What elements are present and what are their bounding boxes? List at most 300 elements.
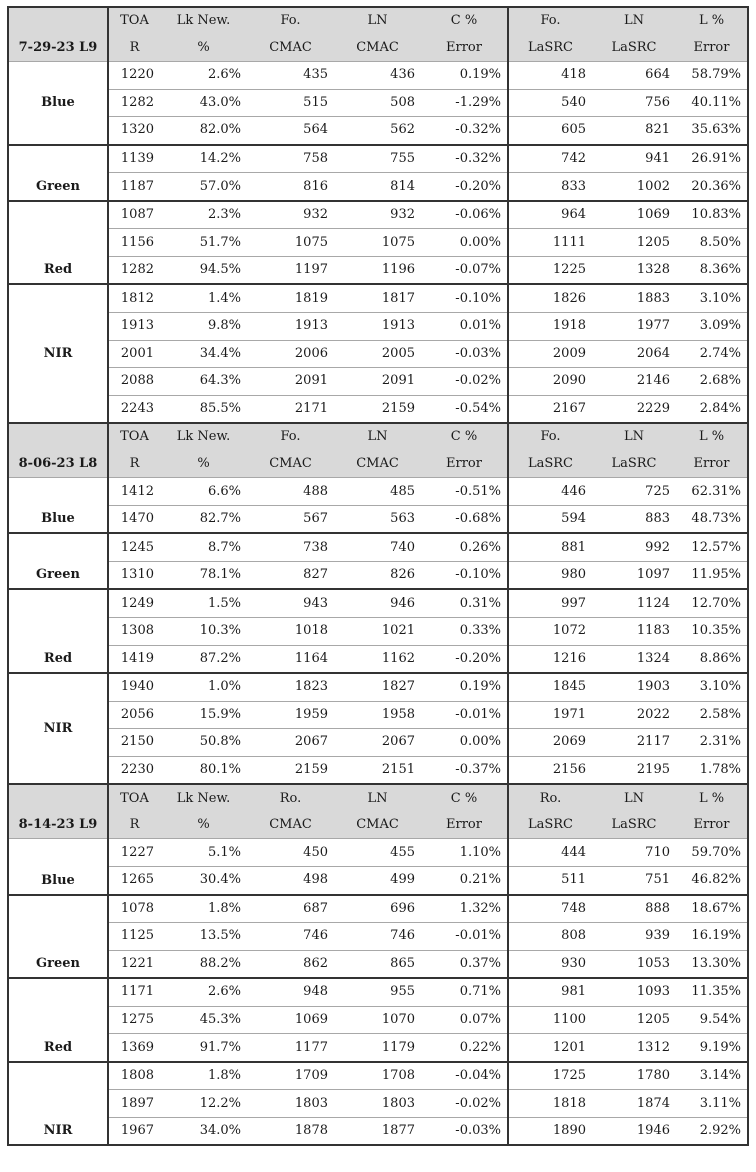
table-cell: 814 <box>334 173 421 201</box>
table-cell: 62.31% <box>676 478 748 506</box>
table-cell: 1977 <box>592 313 676 341</box>
table-cell: 816 <box>247 173 334 201</box>
table-cell: 888 <box>592 895 676 923</box>
table-cell: 946 <box>334 589 421 617</box>
table-cell: -0.07% <box>421 256 508 284</box>
table-cell: 1111 <box>508 229 592 257</box>
table-cell: 2146 <box>592 368 676 396</box>
table-cell: -0.68% <box>421 505 508 533</box>
table-cell: 2.6% <box>160 62 247 90</box>
table-row <box>8 256 748 284</box>
table-cell: 1903 <box>592 673 676 701</box>
table-cell: 2230 <box>108 756 160 784</box>
table-cell: 1308 <box>108 618 160 646</box>
section-header-row <box>8 812 748 839</box>
table-cell: 10.3% <box>160 618 247 646</box>
table-cell: 1069 <box>247 1006 334 1034</box>
table-cell: 91.7% <box>160 1034 247 1062</box>
table-row <box>8 117 748 145</box>
table-cell: 11.35% <box>676 978 748 1006</box>
table-cell: 5.1% <box>160 839 247 867</box>
table-cell: 2229 <box>592 395 676 423</box>
table-cell: 1883 <box>592 284 676 312</box>
table-cell: 1324 <box>592 645 676 673</box>
table-cell: 485 <box>334 478 421 506</box>
table-row <box>8 229 748 257</box>
column-header: LN <box>592 7 676 35</box>
table-cell: 997 <box>508 589 592 617</box>
table-cell: 865 <box>334 950 421 978</box>
band-label: NIR <box>8 673 108 784</box>
table-cell: 758 <box>247 145 334 173</box>
table-cell: 1812 <box>108 284 160 312</box>
table-row <box>8 62 748 90</box>
column-header: LaSRC <box>508 451 592 478</box>
table-cell: 2001 <box>108 340 160 368</box>
column-header: Fo. <box>508 7 592 35</box>
column-header: Lk New. <box>160 784 247 812</box>
table-cell: 34.0% <box>160 1117 247 1145</box>
table-cell: 40.11% <box>676 89 748 117</box>
table-cell: 955 <box>334 978 421 1006</box>
table-cell: 12.2% <box>160 1090 247 1118</box>
table-cell: 742 <box>508 145 592 173</box>
table-cell: 1913 <box>108 313 160 341</box>
table-cell: 2090 <box>508 368 592 396</box>
column-header: CMAC <box>247 451 334 478</box>
table-cell: 1282 <box>108 89 160 117</box>
table-cell: 418 <box>508 62 592 90</box>
band-label: Blue <box>8 62 108 145</box>
table-cell: 1470 <box>108 505 160 533</box>
table-cell: 2088 <box>108 368 160 396</box>
table-cell: 11.95% <box>676 561 748 589</box>
table-cell: 1918 <box>508 313 592 341</box>
table-cell: 883 <box>592 505 676 533</box>
table-cell: 82.0% <box>160 117 247 145</box>
table-cell: 435 <box>247 62 334 90</box>
table-cell: 2171 <box>247 395 334 423</box>
table-cell: 1205 <box>592 1006 676 1034</box>
table-cell: 26.91% <box>676 145 748 173</box>
table-cell: 488 <box>247 478 334 506</box>
column-header: Fo. <box>247 423 334 451</box>
table-cell: 1221 <box>108 950 160 978</box>
table-cell: 64.3% <box>160 368 247 396</box>
column-header: Fo. <box>247 7 334 35</box>
band-label: Blue <box>8 478 108 534</box>
table-cell: 43.0% <box>160 89 247 117</box>
table-cell: 1803 <box>334 1090 421 1118</box>
table-cell: 2150 <box>108 729 160 757</box>
table-cell: 1913 <box>334 313 421 341</box>
table-cell: 3.10% <box>676 284 748 312</box>
table-cell: 20.36% <box>676 173 748 201</box>
column-header: Ro. <box>508 784 592 812</box>
table-cell: 2.84% <box>676 395 748 423</box>
table-cell: 6.6% <box>160 478 247 506</box>
table-cell: 1197 <box>247 256 334 284</box>
table-cell: 1.78% <box>676 756 748 784</box>
table-cell: 930 <box>508 950 592 978</box>
section-header-row <box>8 7 748 35</box>
table-cell: 87.2% <box>160 645 247 673</box>
table-cell: 1874 <box>592 1090 676 1118</box>
table-cell: 1958 <box>334 701 421 729</box>
table-cell: 1177 <box>247 1034 334 1062</box>
band-label: Green <box>8 145 108 201</box>
table-row <box>8 729 748 757</box>
column-header: Error <box>421 35 508 62</box>
table-cell: 1808 <box>108 1062 160 1090</box>
table-cell: 1070 <box>334 1006 421 1034</box>
column-header: CMAC <box>334 451 421 478</box>
table-cell: 1162 <box>334 645 421 673</box>
table-cell: 82.7% <box>160 505 247 533</box>
table-cell: 3.11% <box>676 1090 748 1118</box>
table-cell: 2009 <box>508 340 592 368</box>
section-label: 7-29-23 L9 <box>8 7 108 62</box>
column-header: L % <box>676 423 748 451</box>
table-row <box>8 561 748 589</box>
table-cell: 1156 <box>108 229 160 257</box>
table-row <box>8 505 748 533</box>
table-row <box>8 284 748 312</box>
table-cell: 1087 <box>108 201 160 229</box>
table-cell: 808 <box>508 923 592 951</box>
table-cell: 0.01% <box>421 313 508 341</box>
column-header: CMAC <box>247 812 334 839</box>
table-cell: 1072 <box>508 618 592 646</box>
table-cell: 941 <box>592 145 676 173</box>
table-cell: 1201 <box>508 1034 592 1062</box>
table-row <box>8 1006 748 1034</box>
table-cell: 2.92% <box>676 1117 748 1145</box>
table-cell: 1093 <box>592 978 676 1006</box>
table-cell: 2.58% <box>676 701 748 729</box>
table-cell: 2091 <box>334 368 421 396</box>
table-cell: 35.63% <box>676 117 748 145</box>
table-cell: 2195 <box>592 756 676 784</box>
table-cell: 1171 <box>108 978 160 1006</box>
table-cell: 10.83% <box>676 201 748 229</box>
table-cell: 1967 <box>108 1117 160 1145</box>
table-cell: 2.31% <box>676 729 748 757</box>
column-header: LaSRC <box>592 35 676 62</box>
column-header: TOA <box>108 423 160 451</box>
column-header: C % <box>421 423 508 451</box>
table-cell: 740 <box>334 533 421 561</box>
table-cell: 1196 <box>334 256 421 284</box>
table-cell: 1826 <box>508 284 592 312</box>
section-header-row <box>8 35 748 62</box>
table-row <box>8 839 748 867</box>
column-header: LN <box>334 7 421 35</box>
table-cell: 980 <box>508 561 592 589</box>
column-header: LN <box>592 784 676 812</box>
column-header: LaSRC <box>592 812 676 839</box>
section-label: 8-14-23 L9 <box>8 784 108 839</box>
column-header: R <box>108 35 160 62</box>
table-cell: 1780 <box>592 1062 676 1090</box>
table-cell: 1.8% <box>160 1062 247 1090</box>
table-cell: 14.2% <box>160 145 247 173</box>
column-header: L % <box>676 7 748 35</box>
table-row <box>8 313 748 341</box>
column-header: TOA <box>108 784 160 812</box>
table-cell: 1225 <box>508 256 592 284</box>
table-cell: 827 <box>247 561 334 589</box>
table-cell: 1320 <box>108 117 160 145</box>
table-cell: 563 <box>334 505 421 533</box>
table-cell: 605 <box>508 117 592 145</box>
table-cell: 0.26% <box>421 533 508 561</box>
table-row <box>8 1117 748 1145</box>
table-cell: 9.19% <box>676 1034 748 1062</box>
table-cell: 2.3% <box>160 201 247 229</box>
table-cell: 564 <box>247 117 334 145</box>
table-cell: 18.67% <box>676 895 748 923</box>
table-cell: 10.35% <box>676 618 748 646</box>
table-cell: 1369 <box>108 1034 160 1062</box>
table-cell: 446 <box>508 478 592 506</box>
reflectance-comparison-table-container <box>7 6 747 1146</box>
table-cell: 1220 <box>108 62 160 90</box>
column-header: Ro. <box>247 784 334 812</box>
table-cell: 2156 <box>508 756 592 784</box>
column-header: LaSRC <box>592 451 676 478</box>
table-cell: 1940 <box>108 673 160 701</box>
column-header: LaSRC <box>508 812 592 839</box>
table-body <box>8 7 748 1145</box>
section-header-row <box>8 451 748 478</box>
table-cell: 45.3% <box>160 1006 247 1034</box>
table-row <box>8 923 748 951</box>
table-row <box>8 589 748 617</box>
table-cell: 2056 <box>108 701 160 729</box>
table-cell: -0.03% <box>421 1117 508 1145</box>
table-cell: 862 <box>247 950 334 978</box>
table-cell: 1913 <box>247 313 334 341</box>
table-cell: 1021 <box>334 618 421 646</box>
table-cell: 0.71% <box>421 978 508 1006</box>
band-label: Green <box>8 895 108 979</box>
table-cell: 2064 <box>592 340 676 368</box>
column-header: CMAC <box>334 812 421 839</box>
table-cell: 1709 <box>247 1062 334 1090</box>
table-row <box>8 395 748 423</box>
table-cell: 594 <box>508 505 592 533</box>
table-row <box>8 950 748 978</box>
table-row <box>8 173 748 201</box>
table-row <box>8 1034 748 1062</box>
table-row <box>8 145 748 173</box>
table-cell: 46.82% <box>676 866 748 894</box>
table-cell: 1075 <box>334 229 421 257</box>
table-cell: 826 <box>334 561 421 589</box>
table-cell: 15.9% <box>160 701 247 729</box>
column-header: Error <box>676 35 748 62</box>
column-header: CMAC <box>247 35 334 62</box>
table-cell: 9.8% <box>160 313 247 341</box>
table-cell: 498 <box>247 866 334 894</box>
table-cell: -0.03% <box>421 340 508 368</box>
column-header: Error <box>676 451 748 478</box>
table-cell: 1419 <box>108 645 160 673</box>
table-cell: 2067 <box>334 729 421 757</box>
column-header: R <box>108 451 160 478</box>
table-cell: 9.54% <box>676 1006 748 1034</box>
table-cell: 748 <box>508 895 592 923</box>
table-cell: 1216 <box>508 645 592 673</box>
table-row <box>8 478 748 506</box>
table-cell: 1124 <box>592 589 676 617</box>
table-cell: 1.4% <box>160 284 247 312</box>
table-cell: 0.37% <box>421 950 508 978</box>
band-label: NIR <box>8 1062 108 1146</box>
column-header: LN <box>334 784 421 812</box>
table-cell: 1139 <box>108 145 160 173</box>
table-cell: -0.54% <box>421 395 508 423</box>
table-cell: -0.02% <box>421 1090 508 1118</box>
column-header: C % <box>421 7 508 35</box>
table-cell: 1.32% <box>421 895 508 923</box>
table-row <box>8 618 748 646</box>
table-cell: 8.50% <box>676 229 748 257</box>
table-cell: 696 <box>334 895 421 923</box>
table-cell: 2.74% <box>676 340 748 368</box>
table-cell: 1018 <box>247 618 334 646</box>
table-cell: 80.1% <box>160 756 247 784</box>
table-cell: 1.10% <box>421 839 508 867</box>
table-row <box>8 340 748 368</box>
table-row <box>8 673 748 701</box>
section-label: 8-06-23 L8 <box>8 423 108 478</box>
table-cell: -0.02% <box>421 368 508 396</box>
reflectance-comparison-table <box>7 6 749 1146</box>
table-cell: 2.68% <box>676 368 748 396</box>
table-row <box>8 895 748 923</box>
section-header-row <box>8 423 748 451</box>
table-cell: 1097 <box>592 561 676 589</box>
table-cell: 1205 <box>592 229 676 257</box>
section-header-row <box>8 784 748 812</box>
table-cell: 34.4% <box>160 340 247 368</box>
table-cell: -0.37% <box>421 756 508 784</box>
table-cell: 0.07% <box>421 1006 508 1034</box>
table-cell: 0.19% <box>421 673 508 701</box>
table-cell: 12.57% <box>676 533 748 561</box>
table-cell: 3.10% <box>676 673 748 701</box>
table-cell: 2159 <box>334 395 421 423</box>
table-cell: 710 <box>592 839 676 867</box>
table-cell: -0.20% <box>421 645 508 673</box>
column-header: LN <box>592 423 676 451</box>
table-cell: 1708 <box>334 1062 421 1090</box>
table-cell: 725 <box>592 478 676 506</box>
table-cell: -0.01% <box>421 923 508 951</box>
table-cell: 1971 <box>508 701 592 729</box>
column-header: LN <box>334 423 421 451</box>
table-cell: 2091 <box>247 368 334 396</box>
table-cell: 2069 <box>508 729 592 757</box>
table-cell: 85.5% <box>160 395 247 423</box>
table-cell: 1878 <box>247 1117 334 1145</box>
table-row <box>8 368 748 396</box>
table-cell: 1275 <box>108 1006 160 1034</box>
table-cell: 0.19% <box>421 62 508 90</box>
table-row <box>8 866 748 894</box>
table-cell: 755 <box>334 145 421 173</box>
table-cell: 1245 <box>108 533 160 561</box>
column-header: R <box>108 812 160 839</box>
table-cell: -0.32% <box>421 117 508 145</box>
table-cell: 13.5% <box>160 923 247 951</box>
column-header: % <box>160 35 247 62</box>
table-cell: 8.36% <box>676 256 748 284</box>
table-cell: 687 <box>247 895 334 923</box>
table-cell: 1183 <box>592 618 676 646</box>
column-header: Fo. <box>508 423 592 451</box>
band-label: NIR <box>8 284 108 423</box>
table-cell: 1959 <box>247 701 334 729</box>
table-cell: 2167 <box>508 395 592 423</box>
table-cell: 499 <box>334 866 421 894</box>
table-cell: 562 <box>334 117 421 145</box>
table-cell: 88.2% <box>160 950 247 978</box>
table-cell: 57.0% <box>160 173 247 201</box>
table-cell: -0.06% <box>421 201 508 229</box>
table-cell: 1053 <box>592 950 676 978</box>
table-cell: 751 <box>592 866 676 894</box>
table-cell: 1827 <box>334 673 421 701</box>
table-cell: 0.00% <box>421 729 508 757</box>
table-cell: 664 <box>592 62 676 90</box>
column-header: % <box>160 812 247 839</box>
table-cell: 13.30% <box>676 950 748 978</box>
table-cell: -1.29% <box>421 89 508 117</box>
table-cell: 0.22% <box>421 1034 508 1062</box>
table-cell: 1100 <box>508 1006 592 1034</box>
table-cell: 2022 <box>592 701 676 729</box>
column-header: Lk New. <box>160 7 247 35</box>
table-cell: 964 <box>508 201 592 229</box>
table-cell: 436 <box>334 62 421 90</box>
table-cell: 1002 <box>592 173 676 201</box>
table-cell: 2159 <box>247 756 334 784</box>
table-cell: -0.10% <box>421 561 508 589</box>
table-row <box>8 756 748 784</box>
table-cell: 746 <box>334 923 421 951</box>
table-cell: 746 <box>247 923 334 951</box>
table-cell: 0.31% <box>421 589 508 617</box>
table-cell: 1819 <box>247 284 334 312</box>
column-header: CMAC <box>334 35 421 62</box>
column-header: LaSRC <box>508 35 592 62</box>
table-cell: 1412 <box>108 478 160 506</box>
table-cell: 2117 <box>592 729 676 757</box>
band-label: Green <box>8 533 108 589</box>
table-cell: 932 <box>334 201 421 229</box>
table-cell: 1877 <box>334 1117 421 1145</box>
table-cell: 1069 <box>592 201 676 229</box>
table-row <box>8 89 748 117</box>
table-cell: 567 <box>247 505 334 533</box>
column-header: L % <box>676 784 748 812</box>
table-cell: 1125 <box>108 923 160 951</box>
table-cell: 1.5% <box>160 589 247 617</box>
table-cell: 0.21% <box>421 866 508 894</box>
